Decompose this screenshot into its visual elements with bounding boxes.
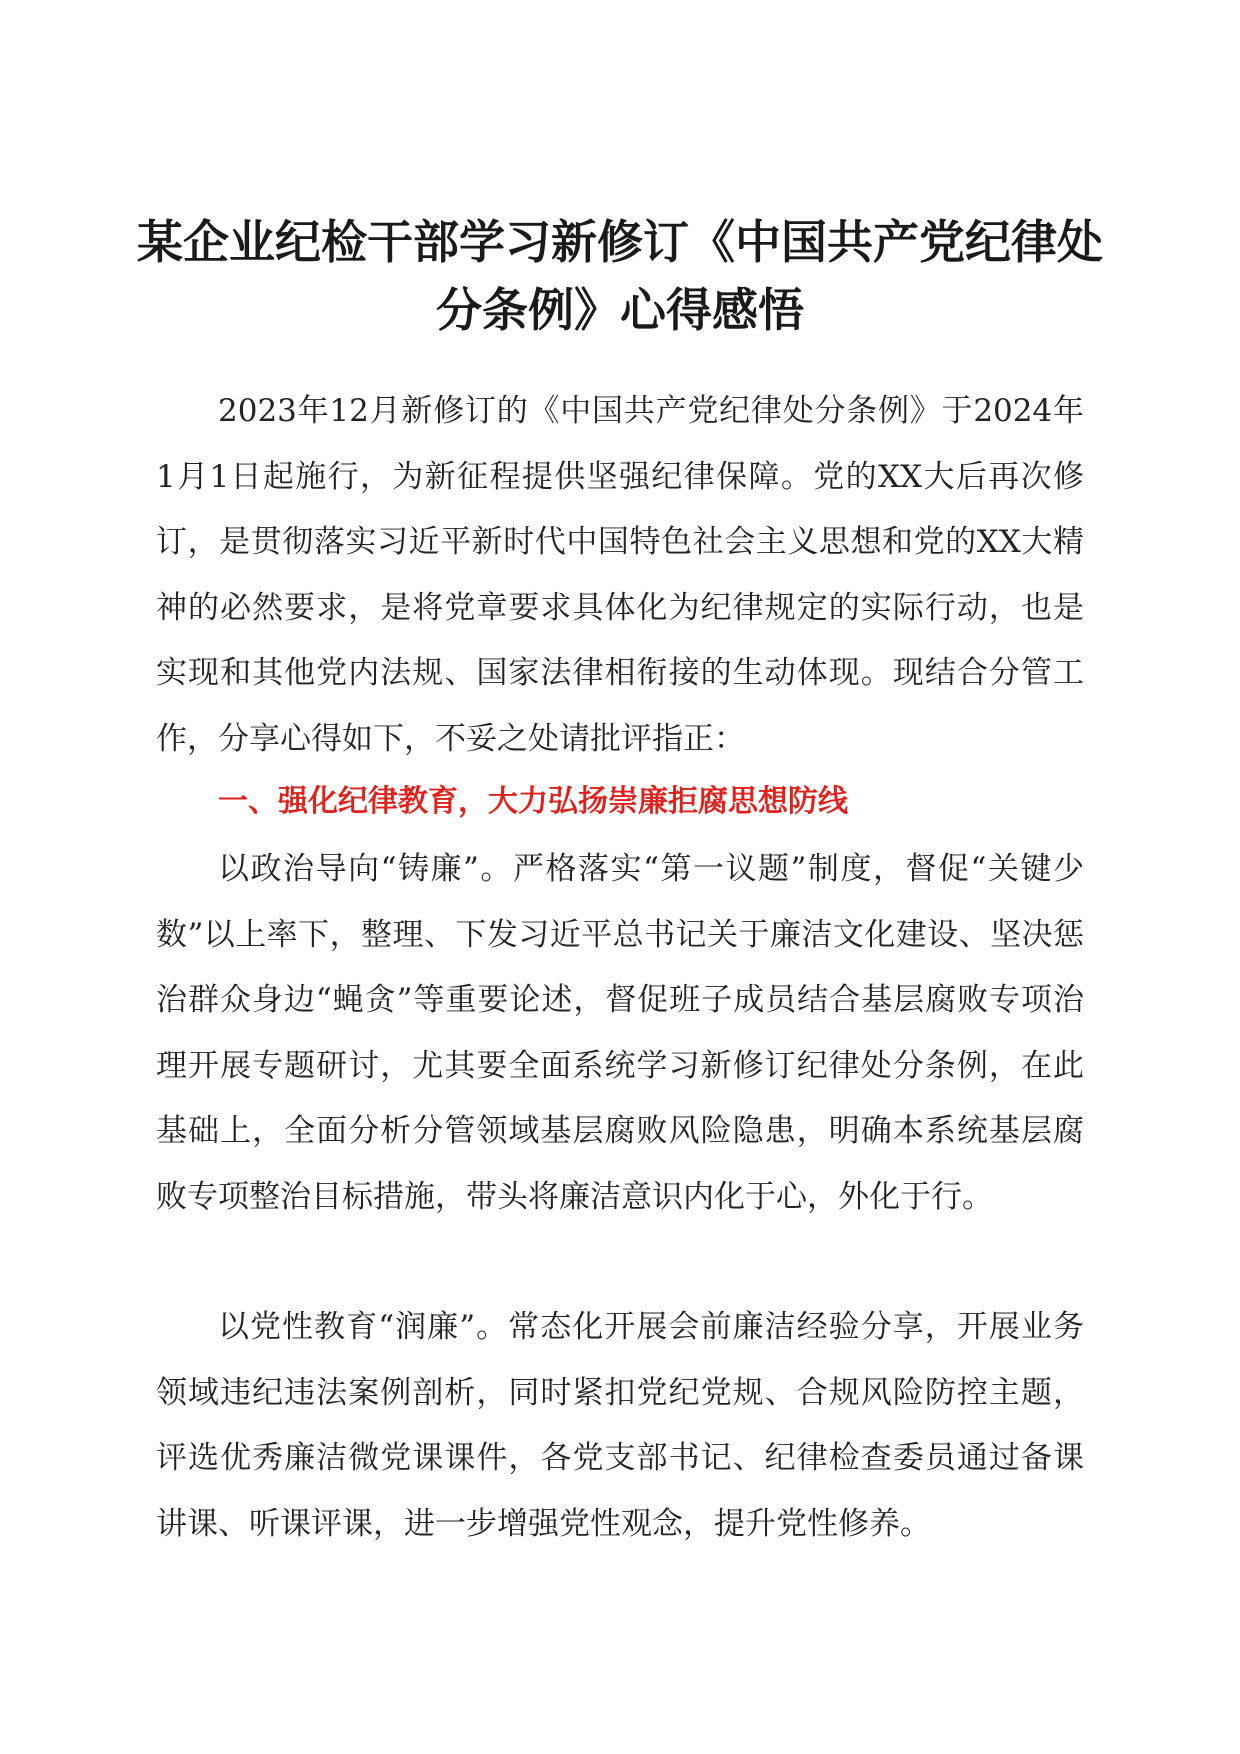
document-title: 某企业纪检干部学习新修订《中国共产党纪律处分条例》心得感悟	[137, 215, 1103, 337]
body-paragraph-party-education: 以党性教育“润廉”。常态化开展会前廉洁经验分享，开展业务领域违纪违法案例剖析，同时紧扣党纪党规、合规风险防控主题，评选优秀廉洁微党课课件，各党支部书记、纪律检查委员通过备课讲课、听课评课，进一步增强党性观念，提升党性修养。	[156, 1309, 1084, 1542]
section-heading: 一、强化纪律教育，大力弘扬崇廉拒腐思想防线	[218, 784, 848, 819]
body-paragraph-political: 以政治导向“铸廉”。严格落实“第一议题”制度，督促“关键少数”以上率下，整理、下发习近平总书记关于廉洁文化建设、坚决惩治群众身边“蝇贪”等重要论述，督促班子成员结合基层腐败专项治理开展专题研讨，尤其要全面系统学习新修订纪律处分条例，在此基础上，全面分析分管领域基层腐败风险隐患，明确本系统基层腐败专项整治目标措施，带头将廉洁意识内化于心，外化于行。	[156, 851, 1084, 1215]
intro-paragraph: 2023年12月新修订的《中国共产党纪律处分条例》于2024年1月1日起施行，为新征程提供坚强纪律保障。党的XX大后再次修订，是贯彻落实习近平新时代中国特色社会主义思想和党的XX大精神的必然要求，是将党章要求具体化为纪律规定的实际行动，也是实现和其他党内法规、国家法律相衔接的生动体现。现结合分管工作，分享心得如下，不妥之处请批评指正：	[156, 393, 1084, 757]
